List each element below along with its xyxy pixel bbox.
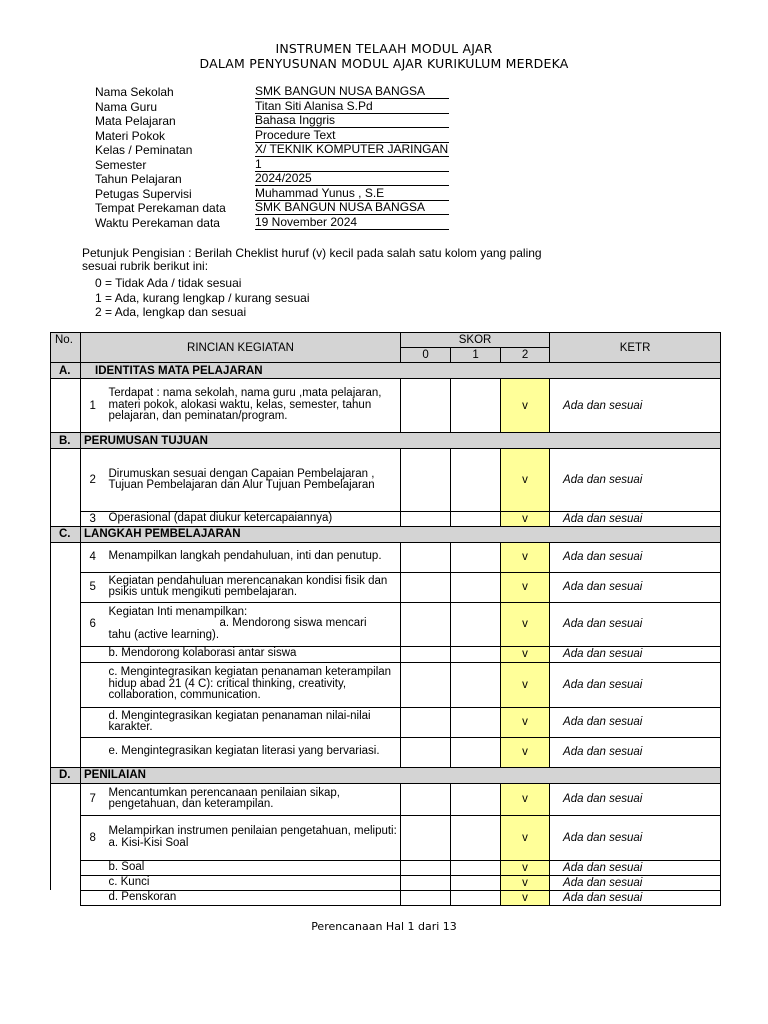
skor-2-cell[interactable]: v xyxy=(501,875,550,890)
table-header-row xyxy=(51,333,721,348)
table-row-item-6c xyxy=(51,662,721,707)
blank-number-cell xyxy=(81,860,105,875)
skor-1-cell[interactable] xyxy=(451,737,501,767)
info-value: Procedure Text xyxy=(255,129,449,143)
blank-cell xyxy=(51,890,81,905)
skor-2-cell[interactable]: v xyxy=(501,449,550,512)
item-description xyxy=(105,815,401,860)
item-8-line-b: a. Kisi-Kisi Soal xyxy=(108,836,189,849)
info-value: SMK BANGUN NUSA BANGSA xyxy=(255,201,449,215)
item-number: 1 xyxy=(81,379,105,433)
item-number: 7 xyxy=(81,783,105,815)
col-rincian-header: RINCIAN KEGIATAN xyxy=(81,333,401,363)
info-row-materi-pokok xyxy=(95,128,455,143)
skor-0-cell[interactable] xyxy=(401,707,451,737)
section-title: PENILAIAN xyxy=(81,767,721,783)
info-label: Nama Sekolah xyxy=(95,85,174,99)
skor-1-cell[interactable] xyxy=(451,875,501,890)
info-label: Petugas Supervisi xyxy=(95,186,192,201)
section-title: PERUMUSAN TUJUAN xyxy=(81,433,721,449)
table-row-item-6d xyxy=(51,707,721,737)
filling-instructions: Petunjuk Pengisian : Berilah Cheklist huruf (v) kecil pada salah satu kolom yang paling sesuai rubrik berikut ini: xyxy=(82,246,542,273)
skor-1-header: 1 xyxy=(451,348,501,363)
blank-number-cell xyxy=(81,890,105,905)
item-description: c. Kunci xyxy=(105,875,401,890)
ketr-cell: Ada dan sesuai xyxy=(550,646,721,662)
blank-cell xyxy=(51,602,81,646)
table-row-item-1 xyxy=(51,379,721,433)
table-row-item-8 xyxy=(51,815,721,860)
info-label: Tempat Perekaman data xyxy=(95,201,226,215)
blank-cell xyxy=(51,815,81,860)
section-row-c xyxy=(51,526,721,542)
skor-0-cell[interactable] xyxy=(401,875,451,890)
item-description: Operasional (dapat diukur ketercapaiannya) xyxy=(105,512,401,527)
item-number: 5 xyxy=(81,572,105,602)
skor-2-cell[interactable]: v xyxy=(501,512,550,527)
ketr-cell: Ada dan sesuai xyxy=(550,890,721,905)
skor-0-cell[interactable] xyxy=(401,737,451,767)
item-description: Menampilkan langkah pendahuluan, inti dan penutup. xyxy=(105,542,401,572)
info-label: Waktu Perekaman data xyxy=(95,215,220,230)
item-description: Kegiatan pendahuluan merencanakan kondisi fisik dan psikis untuk mengikuti pembelajaran. xyxy=(105,572,401,602)
skor-0-header: 0 xyxy=(401,348,451,363)
skor-0-cell[interactable] xyxy=(401,572,451,602)
document-title-line1: INSTRUMEN TELAAH MODUL AJAR xyxy=(275,41,493,56)
section-letter: A. xyxy=(51,363,81,379)
section-row-b xyxy=(51,433,721,449)
item-description: d. Penskoran xyxy=(105,890,401,905)
ketr-cell: Ada dan sesuai xyxy=(550,602,721,646)
item-description: c. Mengintegrasikan kegiatan penanaman keterampilan hidup abad 21 (4 C): critical thinking, creativity, collaboration, communication. xyxy=(105,662,401,707)
legend-score-1: 1 = Ada, kurang lengkap / kurang sesuai xyxy=(95,291,310,305)
table-row-item-8c xyxy=(51,875,721,890)
info-value: 19 November 2024 xyxy=(255,216,449,230)
table-row-item-8b xyxy=(51,860,721,875)
info-value: Muhammad Yunus , S.E xyxy=(255,187,449,201)
section-letter: C. xyxy=(51,526,81,542)
skor-1-cell[interactable] xyxy=(451,783,501,815)
item-number: 2 xyxy=(81,449,105,512)
info-row-mata-pelajaran xyxy=(95,113,455,128)
info-row-semester xyxy=(95,157,455,172)
skor-2-cell[interactable]: v xyxy=(501,572,550,602)
legend-score-2: 2 = Ada, lengkap dan sesuai xyxy=(95,305,247,319)
ketr-cell: Ada dan sesuai xyxy=(550,875,721,890)
skor-1-cell[interactable] xyxy=(451,707,501,737)
skor-2-cell[interactable]: v xyxy=(501,890,550,905)
blank-cell xyxy=(51,860,81,875)
item-description: Mencantumkan perencanaan penilaian sikap, pengetahuan, dan keterampilan. xyxy=(105,783,401,815)
ketr-cell: Ada dan sesuai xyxy=(550,542,721,572)
col-ketr-header: KETR xyxy=(550,333,721,363)
skor-0-cell[interactable] xyxy=(401,512,451,527)
item-6-line-c: tahu (active learning). xyxy=(108,628,220,641)
skor-0-cell[interactable] xyxy=(401,379,451,433)
skor-2-cell[interactable]: v xyxy=(501,379,550,433)
blank-cell xyxy=(51,662,81,707)
table-row-item-5 xyxy=(51,572,721,602)
section-letter: D. xyxy=(51,767,81,783)
identity-info-block xyxy=(95,84,455,229)
blank-number-cell xyxy=(81,662,105,707)
item-description: b. Mendorong kolaborasi antar siswa xyxy=(105,646,401,662)
item-number: 6 xyxy=(81,602,105,646)
skor-2-cell[interactable]: v xyxy=(501,602,550,646)
section-row-d xyxy=(51,767,721,783)
info-row-nama-guru xyxy=(95,99,455,114)
skor-0-cell[interactable] xyxy=(401,602,451,646)
skor-2-header: 2 xyxy=(501,348,550,363)
skor-1-cell[interactable] xyxy=(451,860,501,875)
item-6-line-a: Kegiatan Inti menampilkan: xyxy=(108,605,248,618)
skor-1-cell[interactable] xyxy=(451,602,501,646)
skor-1-cell[interactable] xyxy=(451,572,501,602)
legend-score-0: 0 = Tidak Ada / tidak sesuai xyxy=(95,276,242,290)
info-row-nama-sekolah xyxy=(95,84,455,99)
ketr-cell: Ada dan sesuai xyxy=(550,572,721,602)
ketr-cell: Ada dan sesuai xyxy=(550,379,721,433)
skor-1-cell[interactable] xyxy=(451,646,501,662)
table-row-item-2 xyxy=(51,449,721,512)
skor-0-cell[interactable] xyxy=(401,449,451,512)
table-row-item-6 xyxy=(51,602,721,646)
blank-number-cell xyxy=(81,707,105,737)
section-row-a xyxy=(51,363,721,379)
skor-0-cell[interactable] xyxy=(401,542,451,572)
skor-2-cell[interactable]: v xyxy=(501,542,550,572)
item-description: Terdapat : nama sekolah, nama guru ,mata pelajaran, materi pokok, alokasi waktu, kelas, semester, tahun pelajaran, dan peminatan/program. xyxy=(105,379,401,433)
skor-1-cell[interactable] xyxy=(451,512,501,527)
item-8-line-a: Melampirkan instrumen penilaian pengetahuan, meliputi: xyxy=(108,825,397,837)
item-description: e. Mengintegrasikan kegiatan literasi yang bervariasi. xyxy=(105,737,401,767)
info-row-petugas-supervisi xyxy=(95,186,455,201)
ketr-cell: Ada dan sesuai xyxy=(550,449,721,512)
table-row-item-6b xyxy=(51,646,721,662)
col-no-header: No. xyxy=(51,333,81,363)
info-value: 2024/2025 xyxy=(255,172,449,186)
skor-2-cell[interactable]: v xyxy=(501,662,550,707)
skor-1-cell[interactable] xyxy=(451,662,501,707)
item-number: 3 xyxy=(81,512,105,527)
blank-number-cell xyxy=(81,737,105,767)
info-label: Semester xyxy=(95,157,147,172)
ketr-cell: Ada dan sesuai xyxy=(550,707,721,737)
info-row-kelas xyxy=(95,142,455,157)
info-value: SMK BANGUN NUSA BANGSA xyxy=(255,85,449,99)
info-value: 1 xyxy=(255,158,449,172)
info-label: Nama Guru xyxy=(95,99,158,114)
ketr-cell: Ada dan sesuai xyxy=(550,815,721,860)
section-title: LANGKAH PEMBELAJARAN xyxy=(81,526,721,542)
item-description: b. Soal xyxy=(105,860,401,875)
item-description: d. Mengintegrasikan kegiatan penanaman nilai-nilai karakter. xyxy=(105,707,401,737)
skor-1-cell[interactable] xyxy=(451,542,501,572)
skor-2-cell[interactable]: v xyxy=(501,815,550,860)
ketr-cell: Ada dan sesuai xyxy=(550,737,721,767)
skor-0-cell[interactable] xyxy=(401,646,451,662)
blank-cell xyxy=(51,542,81,572)
skor-0-cell[interactable] xyxy=(401,662,451,707)
section-title: IDENTITAS MATA PELAJARAN xyxy=(81,363,721,379)
review-table xyxy=(50,332,721,906)
info-label: Tahun Pelajaran xyxy=(95,172,182,186)
info-label: Mata Pelajaran xyxy=(95,114,176,128)
skor-1-cell[interactable] xyxy=(451,449,501,512)
skor-2-cell[interactable]: v xyxy=(501,737,550,767)
skor-0-cell[interactable] xyxy=(401,860,451,875)
info-value: Titan Siti Alanisa S.Pd xyxy=(255,100,449,114)
skor-2-cell[interactable]: v xyxy=(501,707,550,737)
item-description: Dirumuskan sesuai dengan Capaian Pembelajaran , Tujuan Pembelajaran dan Alur Tujuan Pembelajaran xyxy=(105,449,401,512)
info-row-tempat-perekaman xyxy=(95,200,455,215)
table-row-item-6e xyxy=(51,737,721,767)
info-label: Kelas / Peminatan xyxy=(95,143,193,157)
skor-1-cell[interactable] xyxy=(451,815,501,860)
ketr-cell: Ada dan sesuai xyxy=(550,512,721,527)
skor-2-cell[interactable]: v xyxy=(501,860,550,875)
ketr-cell: Ada dan sesuai xyxy=(550,662,721,707)
blank-cell xyxy=(51,379,81,433)
skor-2-cell[interactable]: v xyxy=(501,783,550,815)
skor-0-cell[interactable] xyxy=(401,815,451,860)
table-row-item-3 xyxy=(51,512,721,527)
blank-number-cell xyxy=(81,875,105,890)
item-6-line-b: a. Mendorong siswa mencari xyxy=(219,617,367,630)
blank-cell xyxy=(51,707,81,737)
skor-2-cell[interactable]: v xyxy=(501,646,550,662)
info-row-waktu-perekaman xyxy=(95,215,455,230)
blank-cell xyxy=(51,875,81,890)
item-description xyxy=(105,602,401,646)
skor-0-cell[interactable] xyxy=(401,783,451,815)
table-row-item-8d xyxy=(51,890,721,905)
col-skor-header: SKOR xyxy=(401,333,550,348)
ketr-cell: Ada dan sesuai xyxy=(550,783,721,815)
item-number: 8 xyxy=(81,815,105,860)
blank-number-cell xyxy=(81,646,105,662)
blank-cell xyxy=(51,646,81,662)
info-row-tahun-pelajaran xyxy=(95,171,455,186)
blank-cell xyxy=(51,572,81,602)
ketr-cell: Ada dan sesuai xyxy=(550,860,721,875)
info-value: Bahasa Inggris xyxy=(255,114,449,128)
skor-1-cell[interactable] xyxy=(451,890,501,905)
item-number: 4 xyxy=(81,542,105,572)
skor-0-cell[interactable] xyxy=(401,890,451,905)
page-footer: Perencanaan Hal 1 dari 13 xyxy=(311,920,457,933)
blank-cell xyxy=(51,737,81,767)
blank-cell xyxy=(51,449,81,512)
skor-1-cell[interactable] xyxy=(451,379,501,433)
blank-cell xyxy=(51,783,81,815)
document-title-line2: DALAM PENYUSUNAN MODUL AJAR KURIKULUM MERDEKA xyxy=(199,56,569,71)
table-row-item-4 xyxy=(51,542,721,572)
info-label: Materi Pokok xyxy=(95,128,166,143)
blank-cell xyxy=(51,512,81,527)
table-row-item-7 xyxy=(51,783,721,815)
info-value: X/ TEKNIK KOMPUTER JARINGAN xyxy=(255,142,449,156)
section-letter: B. xyxy=(51,433,81,449)
